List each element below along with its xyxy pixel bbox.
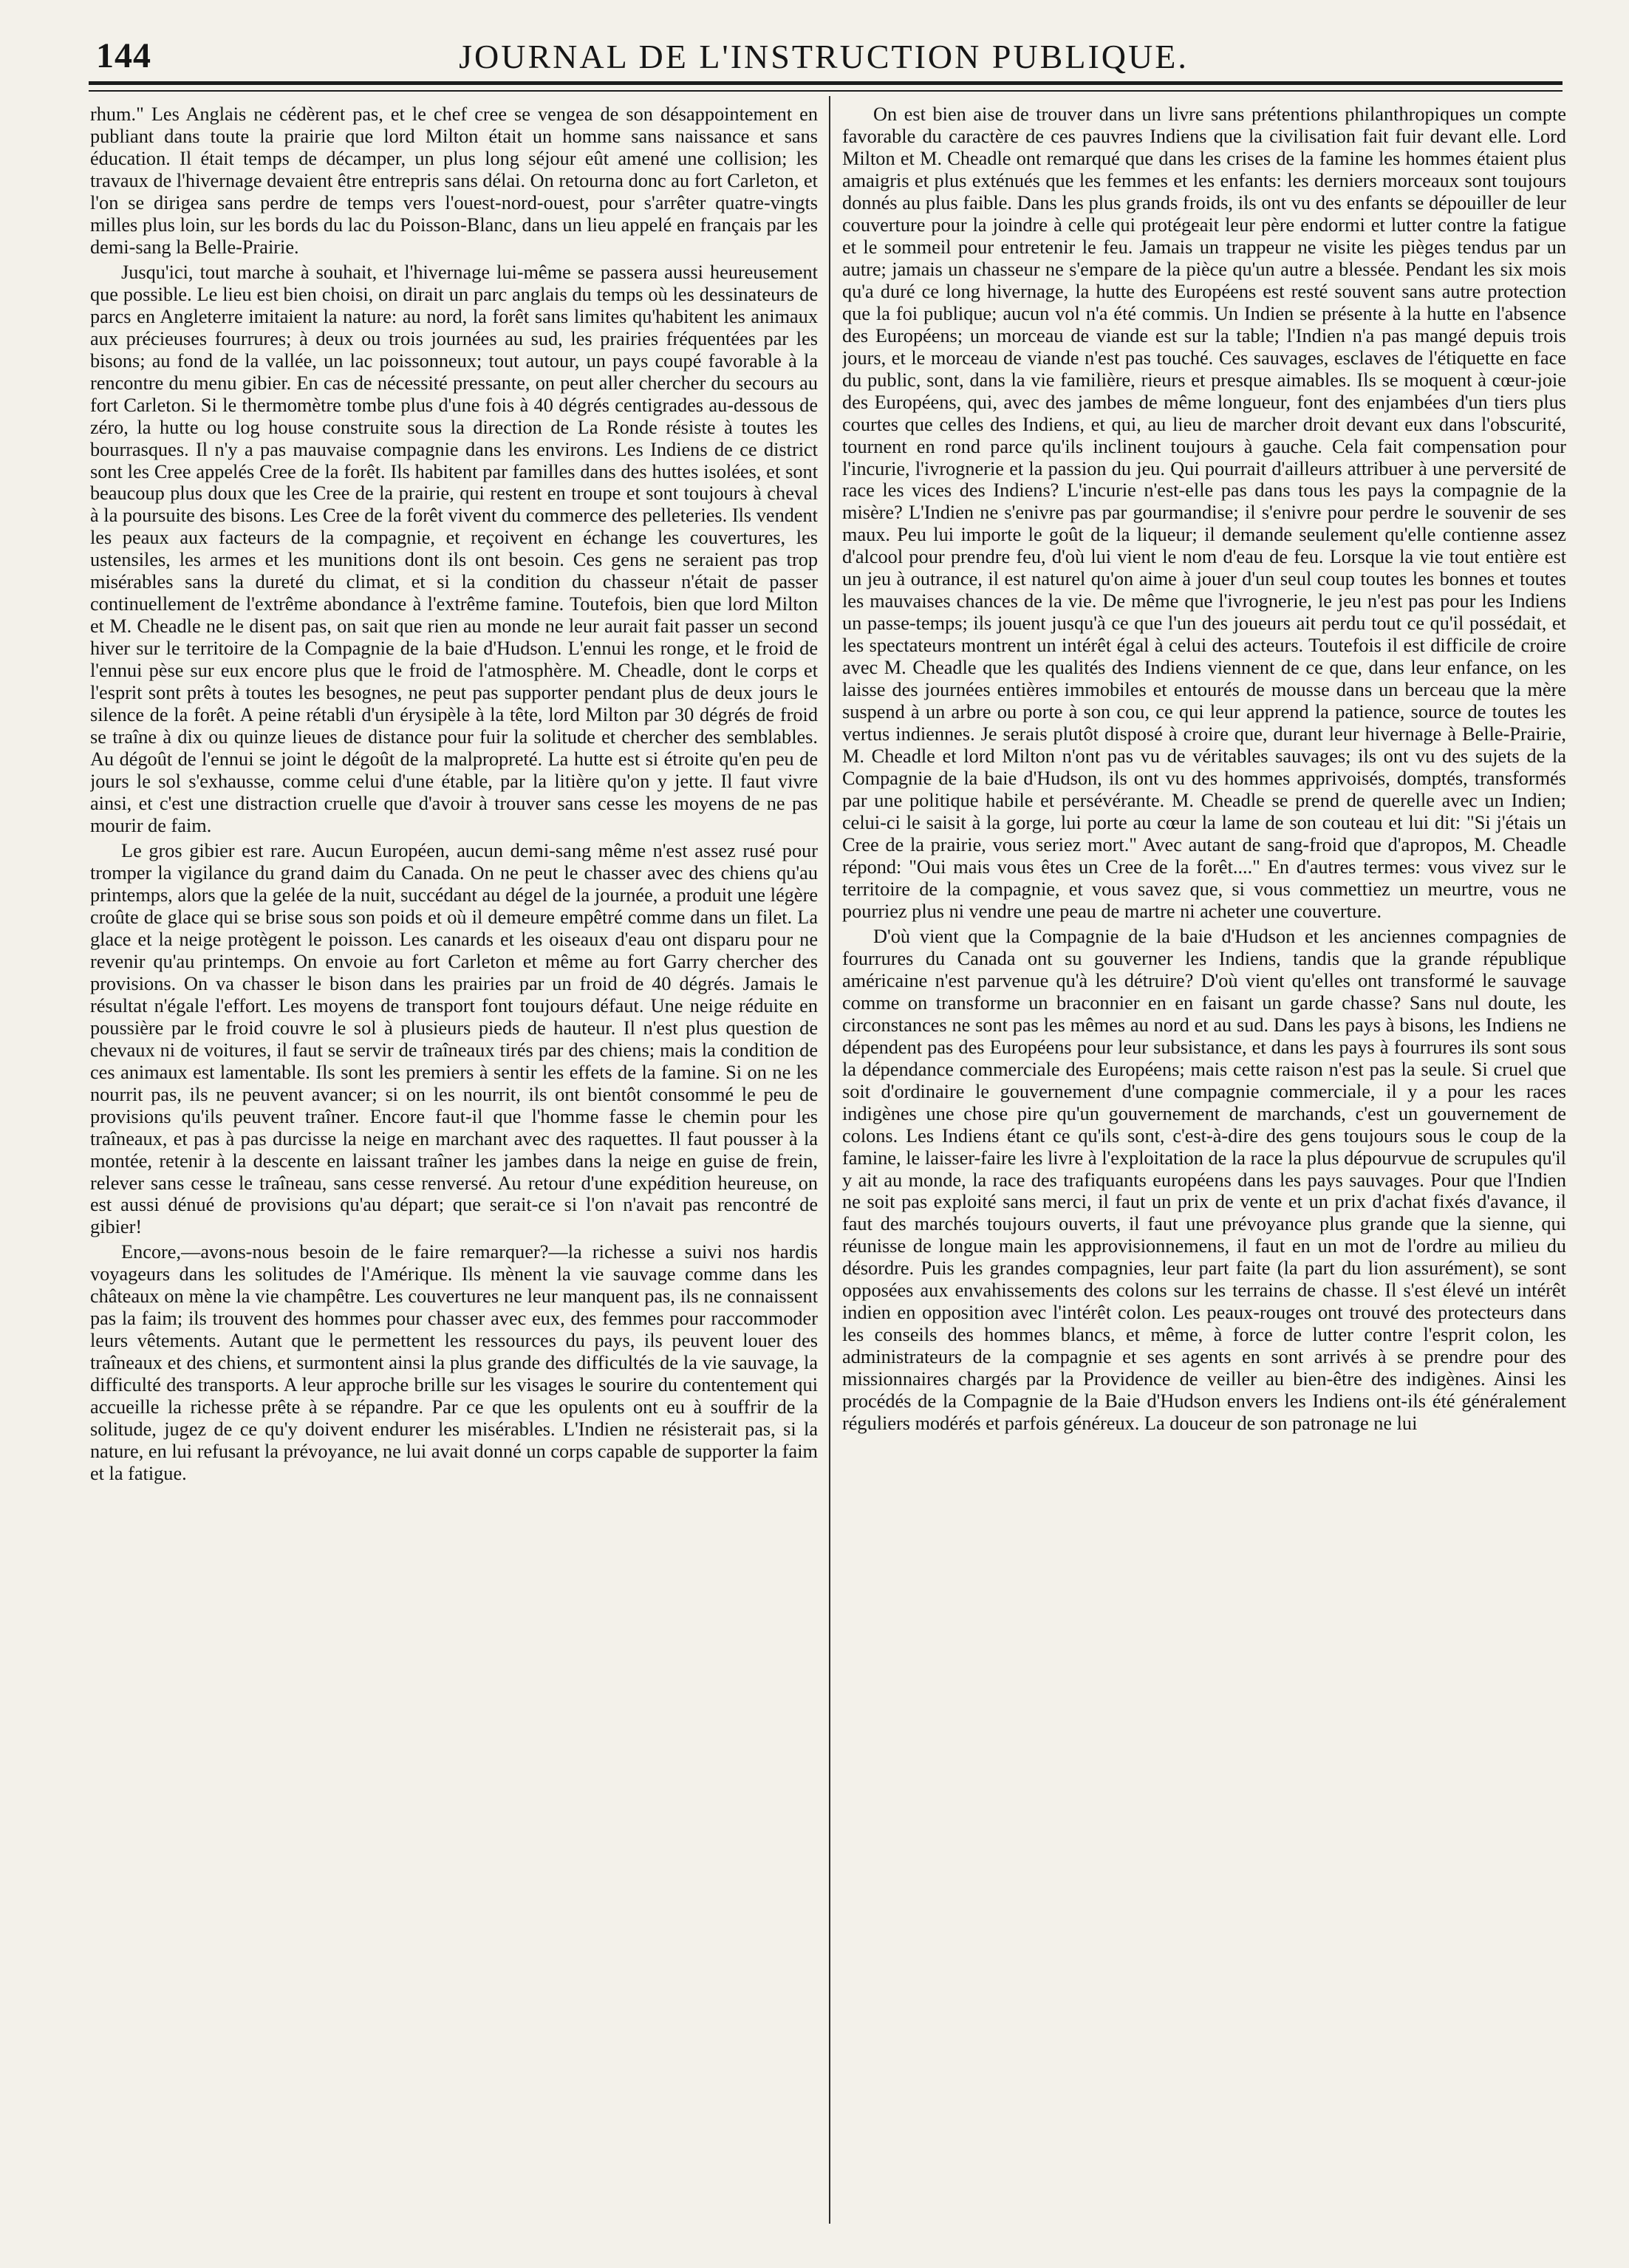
header-rule-thick: [89, 81, 1563, 85]
paragraph: Le gros gibier est rare. Aucun Européen, aucun demi-sang même n'est assez rusé pour tromper la vigilance du grand daim du Canada. On ne peut le chasser avec des chiens qu'au printemps, alors que la gelée de la nuit, succédant au dégel de la journée, a produit une légère croûte de glace qui se brise sous son poids et où il demeure empêtré comme dans un filet. La glace et la neige protègent le poisson. Les canards et les oiseaux d'eau ont disparu pour ne revenir qu'au printemps. On envoie au fort Carleton et même au fort Garry chercher des provisions. On va chasser le bison dans les prairies par un froid de 40 dégrés. Jamais le résultat n'égale l'effort. Les moyens de transport font toujours défaut. Une neige réduite en poussière par le froid couvre le sol à plusieurs pieds de hauteur. Il n'est plus question de chevaux ni de voitures, il faut se servir de traîneaux tirés par des chiens; mais la condition de ces animaux est lamentable. Ils sont les premiers à sentir les effets de la famine. Si on ne les nourrit pas, ils ne peuvent avancer; si on les nourrit, ils ont bientôt consommé le peu de provisions qu'ils peuvent traîner. Encore faut-il que l'homme fasse le chemin pour les traîneaux, et pas à pas durcisse la neige en marchant avec des raquettes. Il faut pousser à la montée, retenir à la descente en laissant traîner les jambes dans la neige en guise de frein, relever sans cesse le traîneau, sans cesse renversé. Au retour d'une expédition heureuse, on est aussi dénué de provisions qu'au départ; que serait-ce si l'on n'avait pas rencontré de gibier!: [90, 839, 818, 1238]
right-column: [842, 103, 1566, 2231]
journal-title: JOURNAL DE L'INSTRUCTION PUBLIQUE.: [459, 38, 1189, 75]
paragraph: D'où vient que la Compagnie de la baie d'Hudson et les anciennes compagnies de fourrures du Canada ont su gouverner les Indiens, tandis que la grande république américaine n'est parvenue qu'à les détruire? D'où vient qu'elles ont transformé le sauvage comme on transforme un braconnier en en faisant un garde chasse? Sans nul doute, les circonstances ne sont pas les mêmes au nord et au sud. Dans les pays à bisons, les Indiens ne dépendent pas des Européens pour leur subsistance, et dans les pays à fourrures ils sont sous la dépendance commerciale des Européens; mais cette raison n'est pas la seule. Si cruel que soit d'ordinaire le gouvernement d'une compagnie commerciale, il y a pour les races indigènes une chose pire qu'un gouvernement de marchands, c'est un gouvernement de colons. Les Indiens étant ce qu'ils sont, c'est-à-dire des gens toujours sous le coup de la famine, le laisser-faire les livre à l'exploitation de la race la plus dépourvue de scrupules qu'il y ait au monde, la race des trafiquants européens dans les pays sauvages. Pour que l'Indien ne soit pas exploité sans merci, il faut un prix de vente et un prix d'achat fixés d'avance, il faut des marchés toujours ouverts, il faut une prévoyance plus grande que la sienne, qui réunisse de longue main les approvisionnemens, il faut en un mot de l'ordre au milieu du désordre. Puis les grandes compagnies, leur part faite (la part du lion assurément), se sont opposées aux envahissements des colons sur les terrains de chasse. Il s'est élevé un intérêt indien en opposition avec l'intérêt colon. Les peaux-rouges ont trouvé des protecteurs dans les conseils des hommes blancs, et même, à force de lutter contre l'esprit colon, les administrateurs de la compagnie et ses agents en sont arrivés à se prendre pour des missionnaires chargés par la Providence de veiller au bien-être des indigènes. Ainsi les procédés de la Compagnie de la Baie d'Hudson envers les Indiens ont-ils été généralement réguliers modérés et parfois généreux. La douceur de son patronage ne lui: [842, 925, 1566, 1435]
paragraph: rhum." Les Anglais ne cédèrent pas, et le chef cree se vengea de son désappointement en publiant dans toute la prairie que lord Milton était un homme sans naissance et sans éducation. Il était temps de décamper, un plus long séjour eût amené une collision; les travaux de l'hivernage devaient être entrepris sans délai. On retourna donc au fort Carleton, et l'on se dirigea sans perdre de temps vers l'ouest-nord-ouest, pour s'arrêter quatre-vingts milles plus loin, sur les bords du lac du Poisson-Blanc, dans un lieu appelé en français par les demi-sang la Belle-Prairie.: [90, 103, 818, 258]
paragraph: Encore,—avons-nous besoin de le faire remarquer?—la richesse a suivi nos hardis voyageurs dans les solitudes de l'Amérique. Ils mènent la vie sauvage comme dans les châteaux on mène la vie champêtre. Les couvertures ne leur manquent pas, ils ne connaissent pas la faim; ils trouvent des hommes pour chasser avec eux, des femmes pour raccommoder leurs vêtements. Autant que le permettent les ressources du pays, ils peuvent louer des traîneaux et des chiens, et surmontent ainsi la plus grande des difficultés de la vie sauvage, la difficulté des transports. A leur approche brille sur les visages le sourire du contentement qui accueille la richesse prête à se répandre. Par ce que les opulents ont eu à souffrir de la solitude, jugez de ce qu'y doivent endurer les misérables. L'Indien ne résisterait pas, si la nature, en lui refusant la prévoyance, ne lui avait donné un corps capable de supporter la faim et la fatigue.: [90, 1241, 818, 1485]
page-header: [89, 28, 1559, 80]
paragraph: Jusqu'ici, tout marche à souhait, et l'hivernage lui-même se passera aussi heureusement que possible. Le lieu est bien choisi, on dirait un parc anglais du temps où les dessinateurs de parcs en Angleterre imitaient la nature: au nord, la forêt sans limites qu'habitent les animaux aux précieuses fourrures; à deux ou trois journées au sud, les prairies fréquentées par les bisons; au fond de la vallée, un lac poissonneux; tout autour, un pays coupé favorable à la rencontre du menu gibier. En cas de nécessité pressante, on peut aller chercher du secours au fort Carleton. Si le thermomètre tombe plus d'une fois à 40 dégrés centigrades au-dessous de zéro, la hutte ou log house construite sous la direction de La Ronde résiste à toutes les bourrasques. Il n'y a pas mauvaise compagnie dans les environs. Les Indiens de ce district sont les Cree appelés Cree de la forêt. Ils habitent par familles dans des huttes isolées, et sont beaucoup plus doux que les Cree de la prairie, qui restent en troupe et sont toujours à cheval à la poursuite des bisons. Les Cree de la forêt vivent du commerce des pelleteries. Ils vendent les peaux aux facteurs de la compagnie, et reçoivent en échange les couvertures, les ustensiles, les armes et les munitions dont ils ont besoin. Ces gens ne seraient pas trop misérables sans la dureté du climat, et si la condition du chasseur n'était de passer continuellement de l'extrême abondance à l'extrême famine. Toutefois, bien que lord Milton et M. Cheadle ne le disent pas, on sait que rien au monde ne leur aurait fait passer un second hiver sur le territoire de la Compagnie de la baie d'Hudson. L'ennui les ronge, et le froid de l'ennui pèse sur eux encore plus que le froid de l'atmosphère. M. Cheadle, dont le corps et l'esprit sont prêts à toutes les besognes, ne peut pas supporter pendant plus de deux jours le silence de la forêt. A peine rétabli d'un érysipèle à la tête, lord Milton par 30 dégrés de froid se traîne à dix ou quinze lieues de distance pour fuir la solitude et chercher des semblables. Au dégoût de l'ennui se joint le dégoût de la malpropreté. La hutte est si étroite qu'en peu de jours le sol s'exhausse, comme celui d'une étable, par la litière qu'on y jette. Il faut vivre ainsi, et c'est une distraction cruelle que d'avoir à trouver sans cesse les moyens de ne pas mourir de faim.: [90, 261, 818, 836]
column-divider: [829, 96, 830, 2224]
header-rule-thin: [89, 90, 1563, 92]
left-column: [90, 103, 818, 2231]
page-number: 144: [96, 36, 151, 75]
paragraph: On est bien aise de trouver dans un livre sans prétentions philanthropiques un compte favorable du caractère de ces pauvres Indiens que la civilisation fait fuir devant elle. Lord Milton et M. Cheadle ont remarqué que dans les crises de la famine les hommes étaient plus amaigris et plus exténués que les femmes et les enfants: les derniers morceaux sont toujours donnés au plus faible. Dans les plus grands froids, ils ont vu des enfants se dépouiller de leur couverture pour la joindre à celle qui protégeait leur père endormi et lutter contre la fatigue et le sommeil pour entretenir le feu. Jamais un trappeur ne visite les pièges tendus par un autre; jamais un chasseur ne s'empare de la pièce qu'un autre a blessée. Pendant les six mois qu'a duré ce long hivernage, la hutte des Européens est resté souvent sans autre protection que la foi publique; aucun vol n'a été commis. Un Indien se présente à la hutte en l'absence des Européens; un morceau de viande est sur la table; l'Indien n'a pas mangé depuis trois jours, et le morceau de viande n'est pas touché. Ces sauvages, esclaves de l'étiquette en face du public, sont, dans la vie familière, rieurs et presque aimables. Ils se moquent à cœur-joie des Européens, qui, avec des jambes de même longueur, font des enjambées d'un tiers plus courtes que celles des Indiens, et qui, au lieu de marcher droit devant eux dans l'obscurité, tournent en rond parce qu'ils inclinent toujours à gauche. Cela fait compensation pour l'incurie, l'ivrognerie et la passion du jeu. Qui pourrait d'ailleurs attribuer à une perversité de race les vices des Indiens? L'incurie n'est-elle pas dans tous les pays la compagnie de la misère? L'Indien ne s'enivre pas par gourmandise; il s'enivre pour perdre le souvenir de ses maux. Peu lui importe le goût de la liqueur; il demande seulement qu'elle contienne assez d'alcool pour prendre feu, d'où lui vient le nom d'eau de feu. Lorsque la vie tout entière est un jeu à outrance, il est naturel qu'on aime à jouer d'un seul coup toutes les bonnes et toutes les mauvaises chances de la vie. De même que l'ivrognerie, le jeu n'est pas pour les Indiens un passe-temps; ils jouent jusqu'à ce que l'un des joueurs ait perdu tout ce qu'il possédait, et les spectateurs montrent un intérêt égal à celui des acteurs. Toutefois il est difficile de croire avec M. Cheadle que les qualités des Indiens viennent de ce que, dans leur enfance, on les laisse des journées entières immobiles et entourés de mousse dans un berceau que la mère suspend à un arbre ou porte à son cou, ce qui leur apprend la patience, source de toutes les vertus indiennes. Je serais plutôt disposé à croire que, durant leur hivernage à Belle-Prairie, M. Cheadle et lord Milton n'ont pas vu de véritables sauvages; ils ont vu des sujets de la Compagnie de la baie d'Hudson, ils ont vu des hommes apprivoisés, domptés, transformés par une politique habile et persévérante. M. Cheadle se prend de querelle avec un Indien; celui-ci le saisit à la gorge, lui porte au cœur la lame de son couteau et lui dit: "Si j'étais un Cree de la prairie, vous seriez mort." Avec autant de sang-froid que d'apropos, M. Cheadle répond: "Oui mais vous êtes un Cree de la forêt...." En d'autres termes: vous vivez sur le territoire de la compagnie, et vous savez que, si vous commettiez un meurtre, vous ne pourriez plus ni vendre une peau de martre ni acheter une couverture.: [842, 103, 1566, 922]
